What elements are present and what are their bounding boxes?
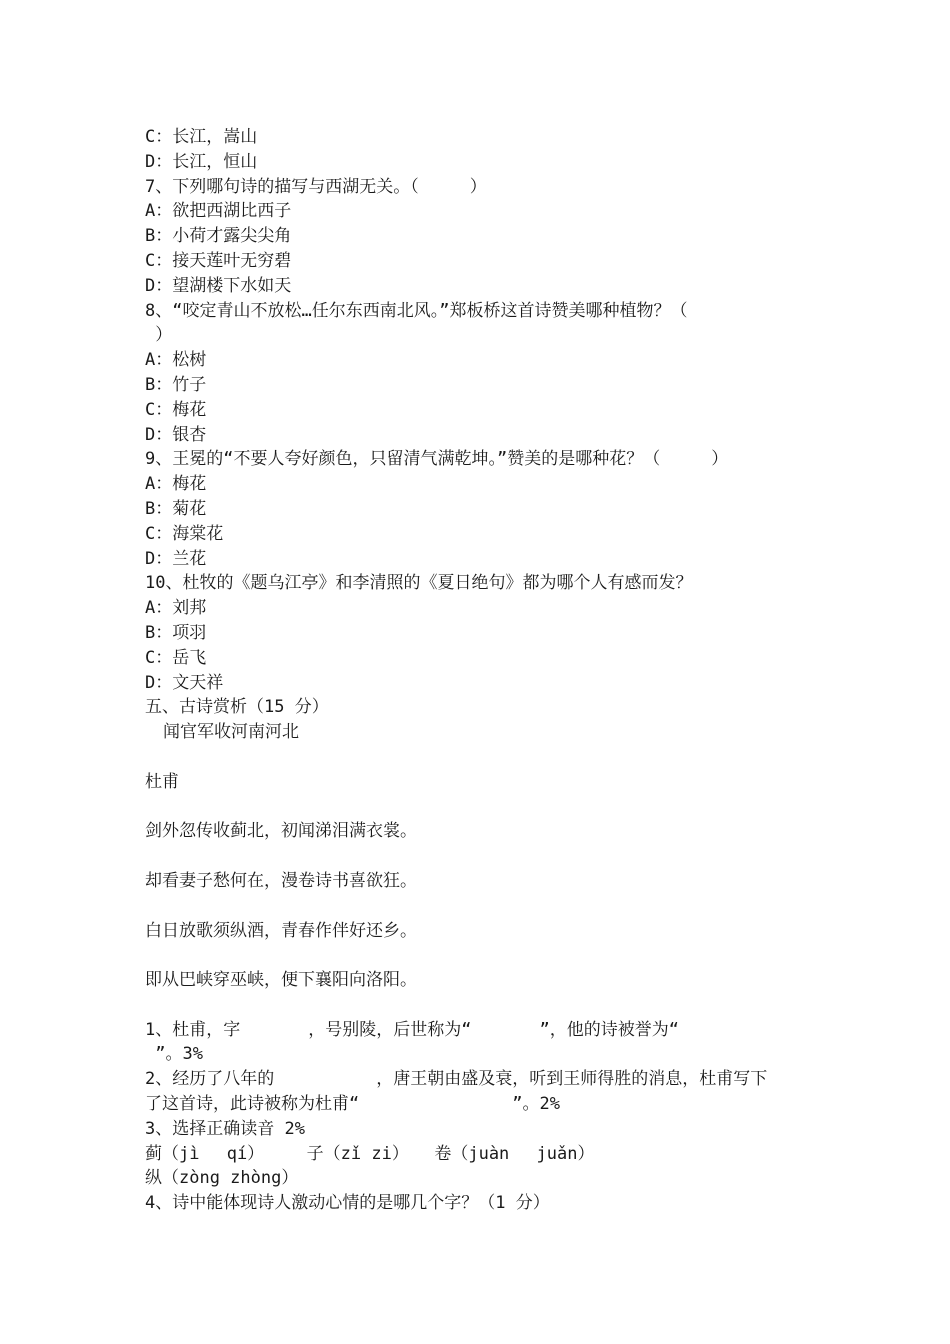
option-line: B：菊花 (145, 498, 207, 519)
question-8: 8、“咬定青山不放松…任尔东西南北风。”郑板桥这首诗赞美哪种植物？（ (145, 300, 688, 321)
pronunciation-options: 蓟（jì qí） 子（zǐ zi） 卷（juàn juǎn） (145, 1143, 595, 1164)
question-8-continuation: ） (145, 325, 173, 346)
option-line: C：海棠花 (145, 523, 224, 544)
option-line: B：项羽 (145, 622, 207, 643)
option-line: D：兰花 (145, 548, 207, 569)
question-1-continuation: ”。3% (145, 1044, 203, 1065)
question-10: 10、杜牧的《题乌江亭》和李清照的《夏日绝句》都为哪个人有感而发？ (145, 573, 693, 594)
question-7: 7、下列哪句诗的描写与西湖无关。（ ） (145, 176, 487, 197)
option-line: D：银杏 (145, 424, 207, 445)
option-line: B：小荷才露尖尖角 (145, 226, 292, 247)
poem-line: 却看妻子愁何在，漫卷诗书喜欲狂。 (145, 870, 417, 891)
question-2-continuation: 了这首诗，此诗被称为杜甫“ ”。2% (145, 1094, 560, 1115)
poem-line: 白日放歌须纵酒，青春作伴好还乡。 (145, 920, 417, 941)
option-line: A：欲把西湖比西子 (145, 201, 292, 222)
poem-title: 闻官军收河南河北 (163, 722, 299, 743)
question-2: 2、经历了八年的 ，唐王朝由盛及衰，听到王师得胜的消息，杜甫写下 (145, 1069, 768, 1090)
poem-line: 即从巴峡穿巫峡，便下襄阳向洛阳。 (145, 970, 417, 991)
poem-author: 杜甫 (145, 771, 179, 792)
option-line: C：岳飞 (145, 647, 207, 668)
option-line: C：梅花 (145, 399, 207, 420)
option-line: D：长江，恒山 (145, 151, 258, 172)
option-line: D：文天祥 (145, 672, 224, 693)
question-1: 1、杜甫，字 ，号别陵，后世称为“ ”，他的诗被誉为“ (145, 1019, 679, 1040)
option-line: A：刘邦 (145, 598, 207, 619)
poem-line: 剑外忽传收蓟北，初闻涕泪满衣裳。 (145, 821, 417, 842)
option-line: B：竹子 (145, 374, 207, 395)
option-line: A：梅花 (145, 474, 207, 495)
pronunciation-options: 纵（zòng zhòng） (145, 1168, 299, 1189)
option-line: A：松树 (145, 350, 207, 371)
section-heading: 五、古诗赏析（15 分） (145, 697, 329, 718)
question-3: 3、选择正确读音 2% (145, 1118, 305, 1139)
question-4: 4、诗中能体现诗人激动心情的是哪几个字？（1 分） (145, 1193, 550, 1214)
question-9: 9、王冕的“不要人夸好颜色，只留清气满乾坤。”赞美的是哪种花？（ ） (145, 449, 729, 470)
option-line: C：长江，嵩山 (145, 127, 258, 147)
option-line: C：接天莲叶无穷碧 (145, 250, 292, 271)
option-line: D：望湖楼下水如天 (145, 275, 292, 296)
document-page (145, 125, 825, 1216)
